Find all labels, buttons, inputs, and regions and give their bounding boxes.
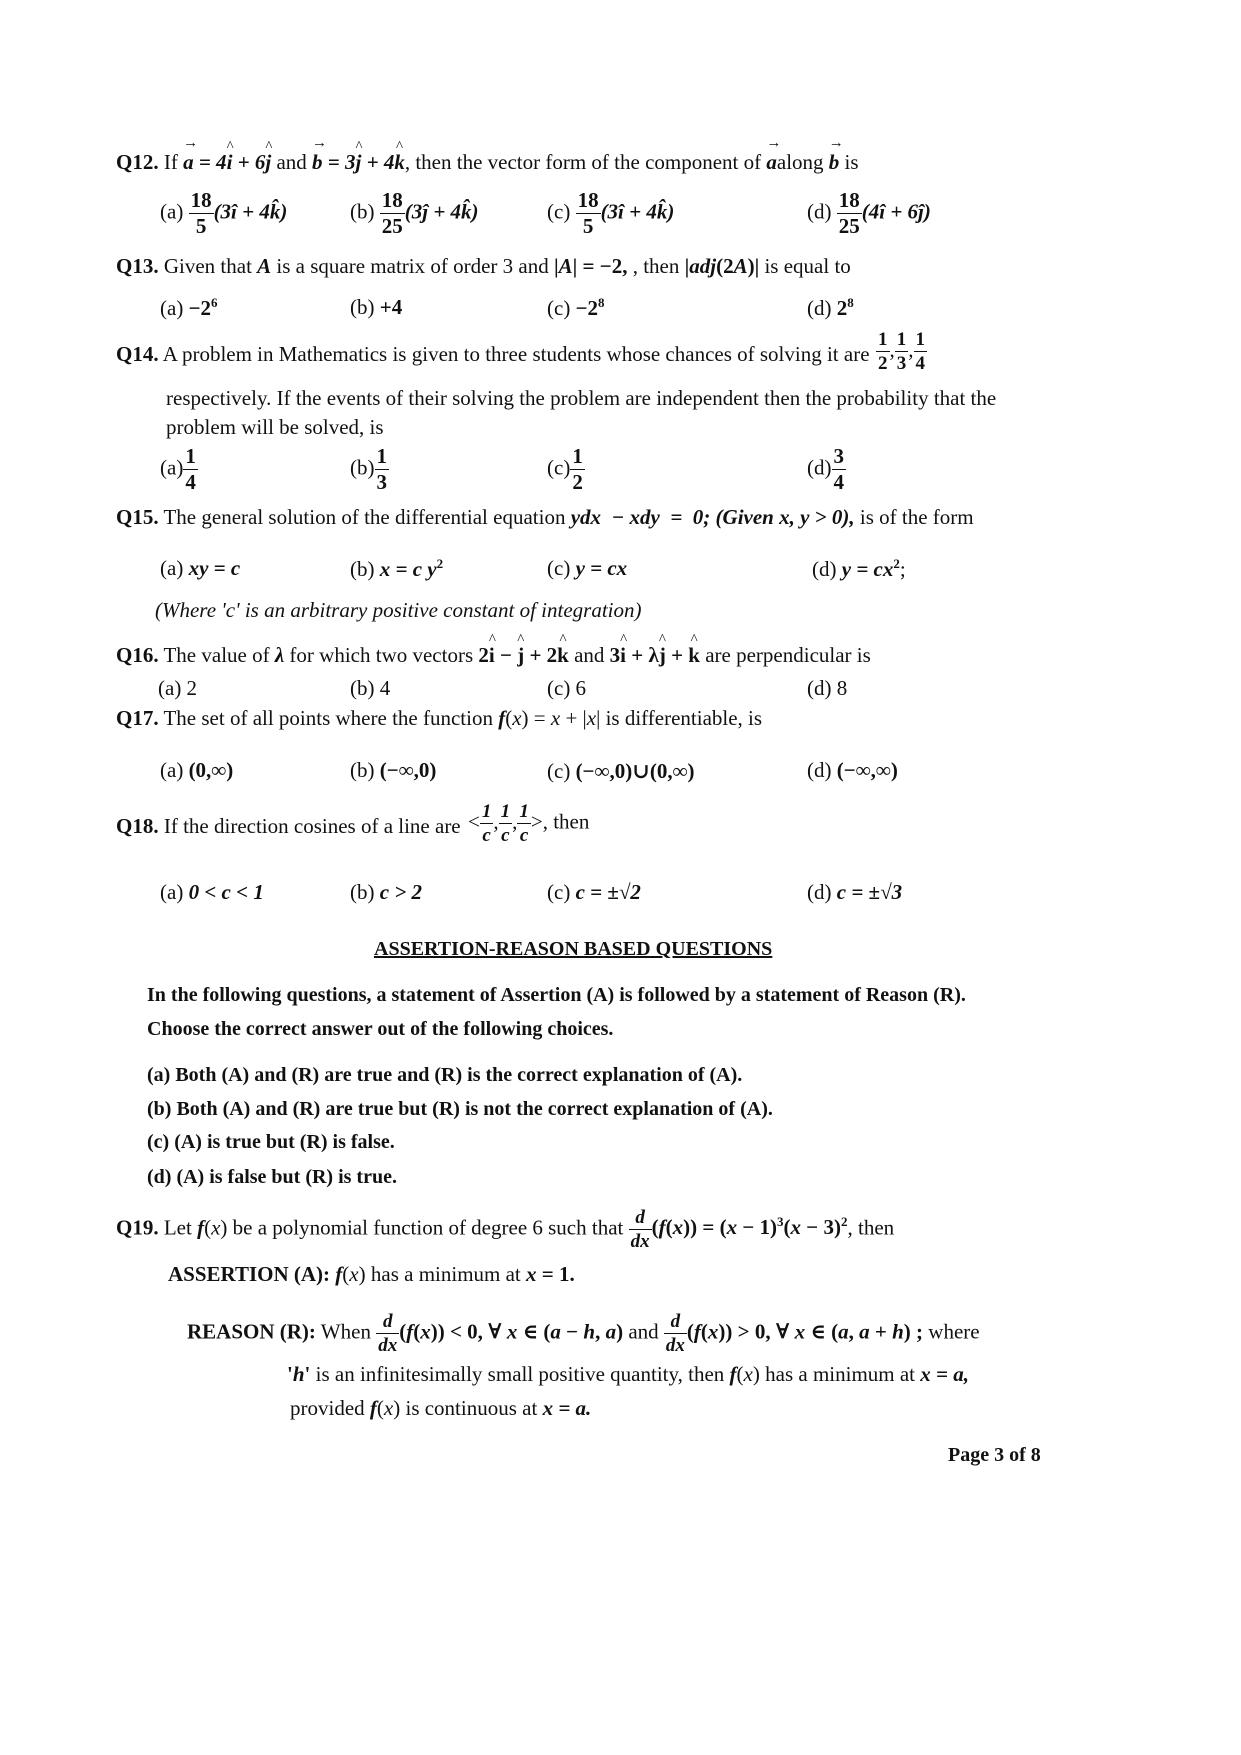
q16-option-b[interactable]: (b) 4 <box>350 676 391 700</box>
q12-text-is: is <box>844 150 859 174</box>
q12-stem <box>116 150 859 175</box>
q16-option-d[interactable]: (d) 8 <box>807 676 848 700</box>
q16-stem: Q16. The value of λ for which two vectors 2^ i − ^ j + 2^ k and 3^ i + λ^ j + ^ k are perpendicular is <box>116 643 871 668</box>
reason-label: REASON (R): <box>187 1319 316 1344</box>
q18-stem: Q18. If the direction cosines of a line are <box>116 814 461 838</box>
q15-number: Q15. <box>116 505 159 529</box>
ar-intro-line2: Choose the correct answer out of the following choices. <box>147 1018 614 1040</box>
q15-stem: Q15. The general solution of the differential equation ydx − xdy = 0; (Given x, y > 0), is of the form <box>116 505 974 529</box>
q17-option-c[interactable]: (c) (−∞,0)∪(0,∞) <box>547 759 695 783</box>
q15-option-b[interactable]: (b) x = c $y^2$ <box>350 556 444 581</box>
q17-stem: Q17. The set of all points where the function f(x) = x + |x| is differentiable, is <box>116 706 763 730</box>
q13-number: Q13. <box>116 254 159 278</box>
q17-option-a[interactable]: (a) (0,∞) <box>160 758 234 782</box>
q16-number: Q16. <box>116 643 159 667</box>
q14-stem-line1: Q14. A problem in Mathematics is given to three students whose chances of solving it are <box>116 342 870 366</box>
q12-option-b[interactable]: (b) $\frac{18}{25}$ (3ĵ + 4k̂) <box>350 188 479 238</box>
q19-stem: Q19. Let f(x) be a polynomial function of degree 6 such that $\frac{d}{dx}$ $(f(x)) = (x - 1)^3(x - 3)^2$, then <box>116 1207 895 1252</box>
q14-stem-line2: respectively. If the events of their solving the problem are independent then the probability that the <box>166 386 997 410</box>
q19-reason-line1: REASON (R): When $\frac{d}{dx}$ (f(x)) < 0, ∀ x ∈ (a − h, a) and $\frac{d}{dx}$ (f(x)) > 0, ∀ x ∈ (a, a + h) ; where <box>187 1311 980 1356</box>
page-number: Page 3 of 8 <box>948 1444 1041 1466</box>
q12-text-and: and <box>276 150 307 174</box>
q15-option-d[interactable]: (d) $y = cx^2$; <box>812 556 906 581</box>
q17-option-b[interactable]: (b) (−∞,0) <box>350 758 437 782</box>
q12-vector-a: → a = 4^ i + 6^ j <box>183 150 271 174</box>
q18-direction-cosines: < $\frac{1}{c}$ , $\frac{1}{c}$ , $\frac{1}{c}$ >, then <box>468 801 590 846</box>
q18-option-d[interactable]: (d) c = ±√3 <box>807 880 903 904</box>
q18-option-c[interactable]: (c) c = ±√2 <box>547 880 641 904</box>
q18-option-a[interactable]: (a) 0 < c < 1 <box>160 880 264 904</box>
q13-option-d[interactable]: (d) $2^8$ <box>807 295 854 320</box>
q12-text-along: along <box>776 150 824 174</box>
ar-intro-line1: In the following questions, a statement of Assertion (A) is followed by a statement of Reason (R). <box>147 984 966 1006</box>
ar-choice-d: (d) (A) is false but (R) is true. <box>147 1166 397 1188</box>
q17-number: Q17. <box>116 706 159 730</box>
q14-fractions: $\frac{1}{2}$ , $\frac{1}{3}$ , $\frac{1}{4}$ <box>878 329 925 374</box>
q12-text-mid: , then the vector form of the component of <box>404 150 762 174</box>
ar-choice-a: (a) Both (A) and (R) are true and (R) is the correct explanation of (A). <box>147 1064 743 1086</box>
q13-option-c[interactable]: $(c) -2^8$ <box>547 295 605 320</box>
q17-option-d[interactable]: (d) (−∞,∞) <box>807 758 898 782</box>
q18-number: Q18. <box>116 814 159 838</box>
q16-option-a[interactable]: (a) 2 <box>158 676 198 700</box>
q19-number: Q19. <box>116 1215 159 1240</box>
q14-option-d[interactable]: (d) $\frac{3}{4}$ <box>807 444 844 494</box>
assertion-label: ASSERTION (A): <box>168 1262 331 1286</box>
q13-option-a[interactable]: $(a) -2^6$ <box>160 295 218 320</box>
q12-option-c[interactable]: (c) $\frac{18}{5}$ (3î + 4k̂) <box>547 188 675 238</box>
q18-option-b[interactable]: (b) c > 2 <box>350 880 423 904</box>
q19-reason-line3: provided f(x) is continuous at x = a. <box>290 1396 592 1420</box>
q12-number: Q12. <box>116 150 159 174</box>
q16-option-c[interactable]: (c) 6 <box>547 676 587 700</box>
ar-choice-b: (b) Both (A) and (R) are true but (R) is not the correct explanation of (A). <box>147 1098 773 1120</box>
q13-stem: Q13. Given that A is a square matrix of order 3 and |A| = −2, , then |adj(2A)| is equal to <box>116 254 851 278</box>
q13-option-b[interactable]: (b) +4 <box>350 295 403 319</box>
q12-option-a[interactable]: (a) $\frac{18}{5}$ (3î + 4k̂) <box>160 188 288 238</box>
section-heading: ASSERTION-REASON BASED QUESTIONS <box>374 938 773 960</box>
q12-vec-a2: → a <box>766 150 777 174</box>
ar-choice-c: (c) (A) is true but (R) is false. <box>147 1131 395 1153</box>
q14-stem-line3: problem will be solved, is <box>166 415 384 439</box>
q19-reason-line2: 'h' is an infinitesimally small positive quantity, then f(x) has a minimum at x = a, <box>287 1362 969 1386</box>
q19-assertion: ASSERTION (A): f(x) has a minimum at x = 1. <box>168 1262 575 1286</box>
q14-number: Q14. <box>116 342 159 366</box>
q15-option-c[interactable]: (c) y = cx <box>547 556 628 580</box>
q15-note: (Where 'c' is an arbitrary positive constant of integration) <box>155 598 642 622</box>
q12-vec-b2: → b <box>829 150 840 174</box>
q14-option-a[interactable]: (a) $\frac{1}{4}$ <box>160 444 196 494</box>
q12-vector-b: → b = 3^ j + 4^ k <box>312 150 405 174</box>
q15-option-a[interactable]: (a) xy = c <box>160 556 241 580</box>
q12-text-if: If <box>163 150 178 174</box>
q14-option-b[interactable]: (b) $\frac{1}{3}$ <box>350 444 387 494</box>
q14-option-c[interactable]: (c) $\frac{1}{2}$ <box>547 444 583 494</box>
q12-option-d[interactable]: (d) $\frac{18}{25}$ (4î + 6ĵ) <box>807 188 931 238</box>
